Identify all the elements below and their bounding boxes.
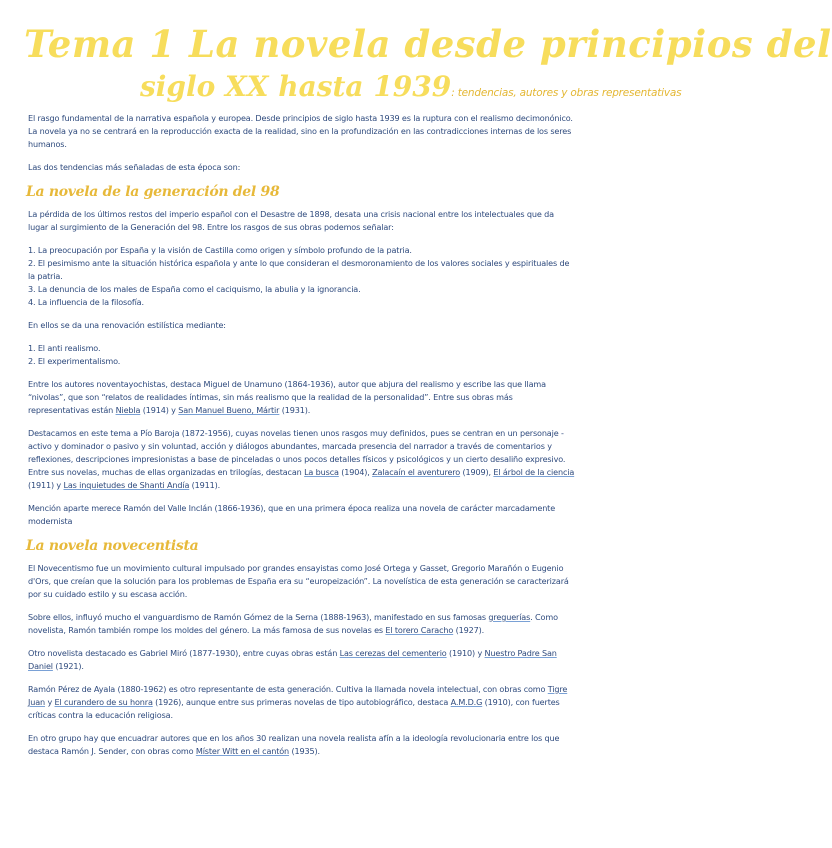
work-title: Nuestro Padre San Daniel	[28, 648, 557, 671]
text-run: Destacamos en este tema a Pío Baroja (1872-1956), cuyas novelas tienen unos rasgos muy definidos, pues se centran en un personaje -activo y dominador o pasivo y sin voluntad, acción y diálogos abundantes, marcada presencia del narrador a través de comentarios y reflexiones, descripciones impresionistas a base de pinceladas o unos pocos detalles físicos y psicológicos y un cierto desaliño expresivo. Entre sus novelas, muchas de ellas organizadas en trilogías, destacan	[28, 428, 566, 477]
gen98-rasgos-list	[28, 244, 576, 309]
title-line-2-main: siglo XX hasta 1939	[140, 70, 452, 103]
renovacion-list	[28, 342, 576, 368]
work-title: La busca	[304, 467, 339, 477]
list-item: 4. La influencia de la filosofía.	[28, 297, 144, 307]
work-title: El árbol de la ciencia	[493, 467, 575, 477]
ayala-paragraph	[28, 683, 576, 722]
text-run: Entre los autores noventayochistas, destaca Miguel de Unamuno (1864-1936), autor que abjura del realismo y escribe las que llama “nivolas”, que son “relatos de realidades íntimas, sin más realismo que la realidad de la personalidad”. Entre sus obras más representativas están	[28, 379, 546, 415]
sender-paragraph	[28, 732, 576, 758]
title-line-1: Tema 1 La novela desde principios del	[24, 22, 832, 66]
work-title: Tigre Juan	[28, 684, 568, 707]
work-title: El torero Caracho	[385, 625, 454, 635]
document-body	[28, 112, 576, 768]
text-run: (1910), con fuertes críticas contra la educación religiosa.	[28, 697, 560, 720]
baroja-paragraph	[28, 427, 576, 492]
text-run: (1926), aunque entre sus primeras novelas de tipo autobiográfico, destaca	[152, 697, 451, 707]
text-run: (1904),	[338, 467, 373, 477]
list-item: 3. La denuncia de los males de España como el caciquismo, la abulia y la ignorancia.	[28, 284, 361, 294]
text-run: (1910) y	[446, 648, 485, 658]
text-run: Ramón Pérez de Ayala (1880-1962) es otro representante de esta generación. Cultiva la llamada novela intelectual, con obras como	[28, 684, 548, 694]
text-run: Sobre ellos, influyó mucho el vanguardismo de Ramón Gómez de la Serna (1888-1963), manifestado en sus famosas	[28, 612, 489, 622]
gen98-paragraph: La pérdida de los últimos restos del imperio español con el Desastre de 1898, desata una crisis nacional entre los intelectuales que da lugar al surgimiento de la Generación del 98. Entre los rasgos de sus obras podemos señalar:	[28, 209, 554, 232]
unamuno-paragraph	[28, 378, 576, 417]
valle-paragraph: Mención aparte merece Ramón del Valle Inclán (1866-1936), que en una primera época realiza una novela de carácter marcadamente modernista	[28, 503, 556, 526]
list-item: 2. El pesimismo ante la situación histórica española y ante lo que consideran el desmoronamiento de los valores sociales y espirituales de la patria.	[28, 258, 570, 281]
text-run: (1909),	[460, 467, 494, 477]
work-title: Zalacaín el aventurero	[372, 467, 461, 477]
title-subtitle: : tendencias, autores y obras representativas	[451, 87, 682, 99]
text-run: . Como novelista, Ramón también rompe los moldes del género. La más famosa de sus novelas es	[28, 612, 558, 635]
text-run: (1914) y	[140, 405, 179, 415]
work-title: Las cerezas del cementerio	[339, 648, 447, 658]
renovacion-intro: En ellos se da una renovación estilística mediante:	[28, 320, 226, 330]
intro-paragraph: El rasgo fundamental de la narrativa española y europea. Desde principios de siglo hasta 1939 es la ruptura con el realismo decimonónico. La novela ya no se centrará en la reproducción exacta de la realidad, sino en la profundización en las contradicciones internas de los seres humanos.	[28, 113, 573, 149]
work-title: Las inquietudes de Shanti Andía	[63, 480, 190, 490]
novecentismo-paragraph: El Novecentismo fue un movimiento cultural impulsado por grandes ensayistas como José Ortega y Gasset, Gregorio Marañón o Eugenio d'Ors, que creían que la solución para los problemas de España era su “europeización”. La novelística de esta generación se caracterizará por su cuidado estilo y su escasa acción.	[28, 563, 569, 599]
miro-paragraph	[28, 647, 576, 673]
text-run: Otro novelista destacado es Gabriel Miró (1877-1930), entre cuyas obras están	[28, 648, 340, 658]
work-title: A.M.D.G	[450, 697, 483, 707]
text-run: (1935).	[289, 746, 320, 756]
work-title: El curandero de su honra	[54, 697, 153, 707]
text-run: (1927).	[453, 625, 485, 635]
list-item: 1. El anti realismo.	[28, 343, 101, 353]
text-run: y	[45, 697, 55, 707]
work-title: Míster Witt en el cantón	[195, 746, 290, 756]
title-line-2	[140, 70, 681, 103]
heading-novecentista: La novela novecentista	[26, 538, 199, 554]
work-title: greguerías	[488, 612, 531, 622]
work-title: San Manuel Bueno, Mártir	[178, 405, 280, 415]
intro-tendencias: Las dos tendencias más señaladas de esta época son:	[28, 162, 241, 172]
list-item: 1. La preocupación por España y la visión de Castilla como origen y símbolo profundo de la patria.	[28, 245, 412, 255]
text-run: En otro grupo hay que encuadrar autores que en los años 30 realizan una novela realista afín a la ideología revolucionaria entre los que destaca Ramón J. Sender, con obras como	[28, 733, 560, 756]
text-run: (1931).	[279, 405, 311, 415]
heading-generacion-98: La novela de la generación del 98	[26, 184, 280, 200]
gomez-paragraph	[28, 611, 576, 637]
list-item: 2. El experimentalismo.	[28, 356, 121, 366]
work-title: Niebla	[115, 405, 141, 415]
text-run: (1911).	[189, 480, 221, 490]
text-run: (1921).	[52, 661, 84, 671]
text-run: (1911) y	[28, 480, 64, 490]
